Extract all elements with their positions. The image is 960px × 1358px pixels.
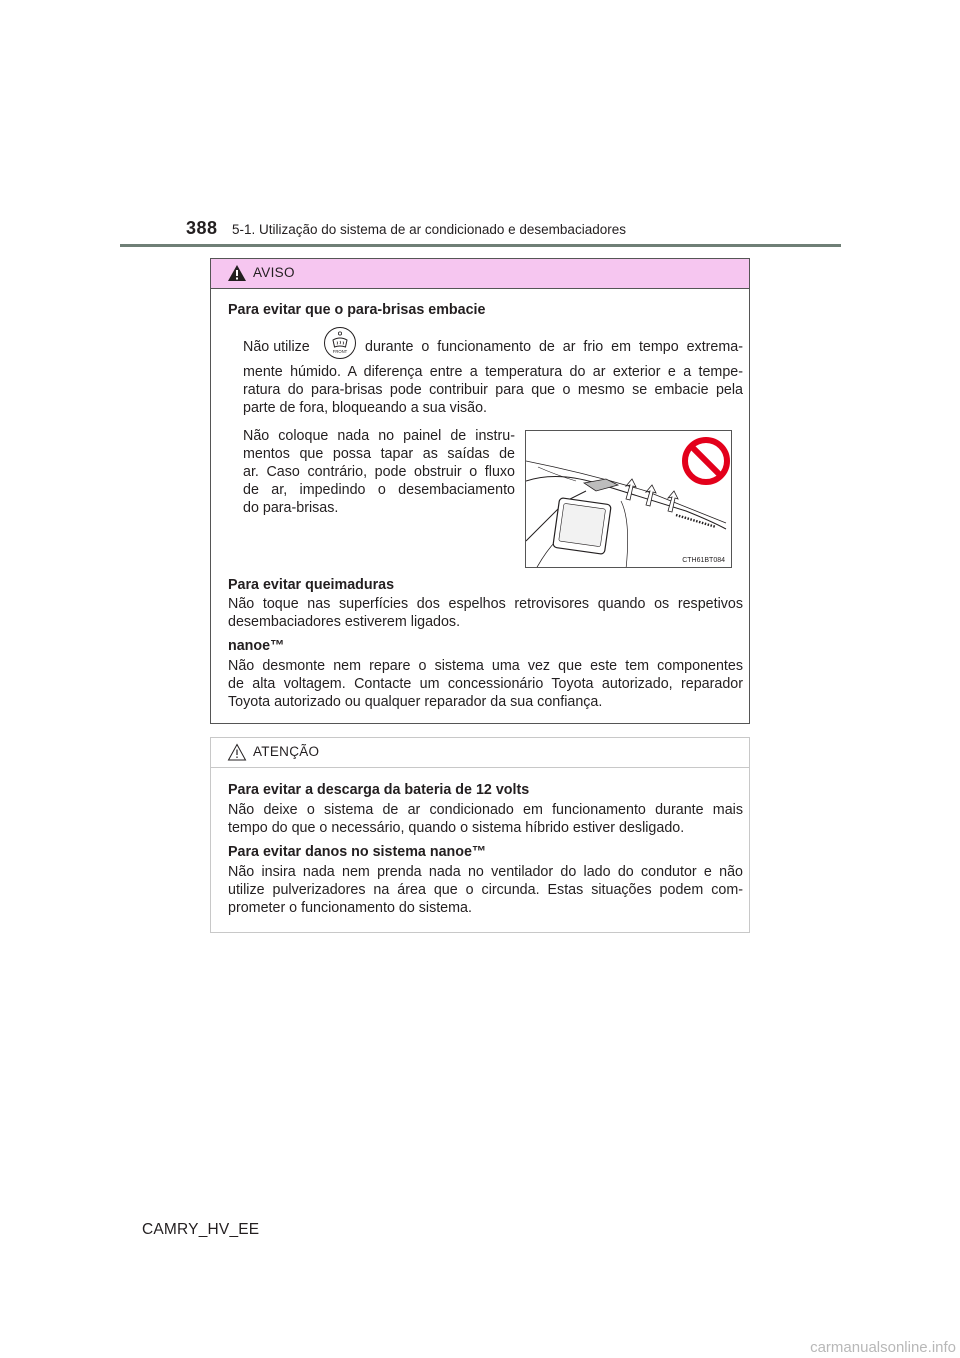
nanoe-heading: nanoe™ — [228, 638, 285, 654]
battery-heading: Para evitar a descarga da bateria de 12 volts — [228, 782, 530, 798]
figure-code: CTH61BT084 — [682, 557, 725, 564]
watermark[interactable]: carmanualsonline.info — [810, 1339, 956, 1356]
windshield-defroster-icon — [323, 326, 357, 360]
nanoe-line1: Não desmonte nem repare o sistema uma vez que este tem componentes — [228, 658, 743, 674]
burns-line1: Não toque nas superfícies dos espelhos retrovisores quando os respetivos — [228, 596, 743, 612]
nanoe-damage-line3: prometer o funcionamento do sistema. — [228, 900, 472, 916]
header-rule — [120, 244, 841, 247]
fog-heading: Para evitar que o para-brisas embacie — [228, 302, 486, 318]
battery-line2: tempo do que o necessário, quando o sistema híbrido estiver desligado. — [228, 820, 685, 836]
burns-line2: desembaciadores estiverem ligados. — [228, 614, 461, 630]
fog-paragraph-line4: parte de fora, bloqueando a sua visão. — [243, 400, 488, 416]
warning-label: AVISO — [253, 265, 295, 280]
battery-line1: Não deixe o sistema de ar condicionado em funcionamento durante mais — [228, 802, 743, 818]
fog-paragraph-line3: ratura do para-brisas pode contribuir para que o mesmo se embacie pela — [243, 382, 743, 398]
nanoe-damage-heading: Para evitar danos no sistema nanoe™ — [228, 844, 487, 860]
warning-header — [211, 259, 749, 289]
caution-triangle-icon — [227, 743, 247, 761]
section-title: 5-1. Utilização do sistema de ar condicionado e desembaciadores — [232, 222, 626, 237]
nanoe-damage-line1: Não insira nada nem prenda nada no ventilador do lado do condutor e não — [228, 864, 743, 880]
caution-label: ATENÇÃO — [253, 744, 320, 759]
caution-header — [211, 738, 749, 768]
dashboard-paragraph-line5: do para-brisas. — [243, 500, 339, 516]
dashboard-paragraph-line3: ar. Caso contrário, pode obstruir o fluxo — [243, 464, 515, 480]
dashboard-paragraph-line1: Não coloque nada no painel de instru- — [243, 428, 515, 444]
page-number: 388 — [186, 218, 218, 238]
dashboard-drawing — [526, 431, 732, 568]
nanoe-damage-line2: utilize pulverizadores na área que o circunda. Estas situações podem com- — [228, 882, 743, 898]
burns-heading: Para evitar queimaduras — [228, 577, 395, 593]
fog-paragraph-line2: mente húmido. A diferença entre a temperatura do ar exterior e a tempe- — [243, 364, 743, 380]
nanoe-line3: Toyota autorizado ou qualquer reparador da sua confiança. — [228, 694, 603, 710]
fog-paragraph-rest: durante o funcionamento de ar frio em tempo extrema- — [365, 339, 743, 355]
dashboard-paragraph-line4: de ar, impedindo o desembaciamento — [243, 482, 515, 498]
fog-paragraph-start: Não utilize — [243, 339, 310, 355]
defroster-icon-label: FRONT — [332, 349, 348, 354]
footer-model: CAMRY_HV_EE — [142, 1221, 260, 1238]
warning-triangle-icon — [227, 264, 247, 282]
nanoe-line2: de alta voltagem. Contacte um concessionário Toyota autorizado, reparador — [228, 676, 743, 692]
dashboard-illustration — [525, 430, 732, 568]
dashboard-paragraph-line2: mentos que possa tapar as saídas de — [243, 446, 515, 462]
